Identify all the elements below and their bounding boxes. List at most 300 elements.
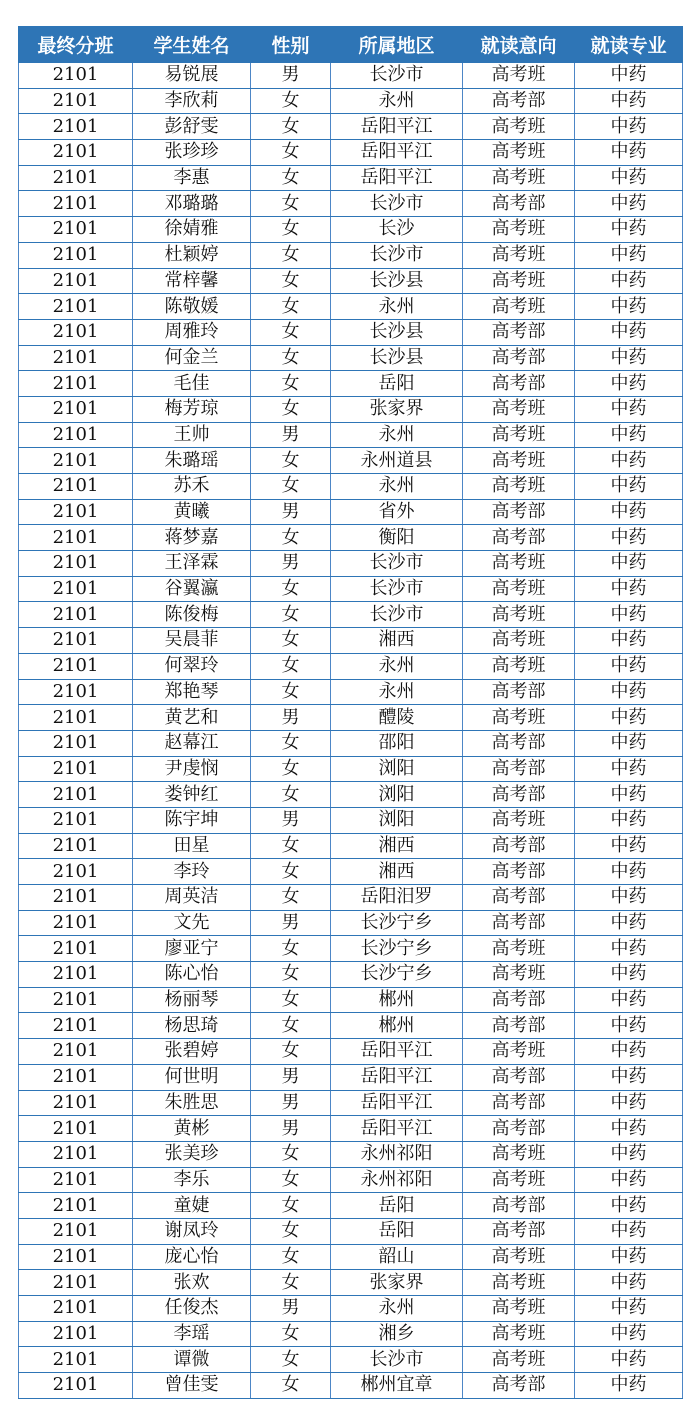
cell-final-class: 2101 [19, 653, 133, 679]
cell-intention: 高考班 [463, 1141, 575, 1167]
cell-student-name: 蒋梦嘉 [133, 525, 251, 551]
table-row [19, 1347, 683, 1373]
cell-region: 永州 [331, 653, 463, 679]
cell-final-class: 2101 [19, 422, 133, 448]
cell-gender: 男 [251, 1090, 331, 1116]
cell-final-class: 2101 [19, 165, 133, 191]
cell-major: 中药 [575, 551, 683, 577]
table-row [19, 499, 683, 525]
cell-major: 中药 [575, 833, 683, 859]
cell-intention: 高考部 [463, 191, 575, 217]
cell-region: 永州 [331, 679, 463, 705]
cell-major: 中药 [575, 217, 683, 243]
cell-major: 中药 [575, 268, 683, 294]
cell-final-class: 2101 [19, 499, 133, 525]
cell-region: 湘乡 [331, 1321, 463, 1347]
header-major: 就读专业 [575, 27, 683, 63]
table-row [19, 1373, 683, 1399]
table-row [19, 268, 683, 294]
table-row [19, 807, 683, 833]
cell-region: 永州祁阳 [331, 1167, 463, 1193]
header-intention: 就读意向 [463, 27, 575, 63]
table-row [19, 63, 683, 89]
cell-student-name: 娄钟红 [133, 782, 251, 808]
cell-major: 中药 [575, 88, 683, 114]
cell-student-name: 文先 [133, 910, 251, 936]
table-row [19, 1270, 683, 1296]
cell-region: 浏阳 [331, 807, 463, 833]
cell-final-class: 2101 [19, 1193, 133, 1219]
cell-major: 中药 [575, 165, 683, 191]
cell-region: 永州 [331, 422, 463, 448]
cell-major: 中药 [575, 987, 683, 1013]
cell-region: 永州 [331, 1296, 463, 1322]
cell-student-name: 王泽霖 [133, 551, 251, 577]
cell-final-class: 2101 [19, 294, 133, 320]
cell-gender: 女 [251, 140, 331, 166]
cell-gender: 男 [251, 1116, 331, 1142]
cell-gender: 女 [251, 114, 331, 140]
cell-gender: 女 [251, 962, 331, 988]
cell-student-name: 陈宇坤 [133, 807, 251, 833]
table-row [19, 165, 683, 191]
cell-intention: 高考部 [463, 1013, 575, 1039]
cell-region: 长沙县 [331, 268, 463, 294]
cell-gender: 女 [251, 1141, 331, 1167]
cell-region: 醴陵 [331, 705, 463, 731]
cell-gender: 女 [251, 1167, 331, 1193]
cell-region: 岳阳 [331, 1218, 463, 1244]
cell-student-name: 杜颖婷 [133, 242, 251, 268]
cell-final-class: 2101 [19, 962, 133, 988]
cell-student-name: 田星 [133, 833, 251, 859]
cell-student-name: 彭舒雯 [133, 114, 251, 140]
cell-final-class: 2101 [19, 319, 133, 345]
header-final-class: 最终分班 [19, 27, 133, 63]
cell-final-class: 2101 [19, 1039, 133, 1065]
cell-intention: 高考部 [463, 910, 575, 936]
table-row [19, 782, 683, 808]
cell-major: 中药 [575, 807, 683, 833]
cell-region: 永州 [331, 294, 463, 320]
cell-final-class: 2101 [19, 987, 133, 1013]
header-gender: 性别 [251, 27, 331, 63]
cell-student-name: 何翠玲 [133, 653, 251, 679]
header-student-name: 学生姓名 [133, 27, 251, 63]
cell-major: 中药 [575, 1013, 683, 1039]
table-row [19, 1116, 683, 1142]
cell-major: 中药 [575, 1373, 683, 1399]
cell-final-class: 2101 [19, 1090, 133, 1116]
cell-intention: 高考部 [463, 987, 575, 1013]
cell-gender: 男 [251, 551, 331, 577]
table-row [19, 396, 683, 422]
table-row [19, 1296, 683, 1322]
cell-final-class: 2101 [19, 525, 133, 551]
table-row [19, 474, 683, 500]
cell-intention: 高考班 [463, 705, 575, 731]
table-row [19, 1321, 683, 1347]
cell-region: 长沙 [331, 217, 463, 243]
cell-intention: 高考班 [463, 1270, 575, 1296]
cell-intention: 高考班 [463, 1167, 575, 1193]
cell-major: 中药 [575, 885, 683, 911]
cell-gender: 女 [251, 885, 331, 911]
table-row [19, 576, 683, 602]
cell-final-class: 2101 [19, 1013, 133, 1039]
cell-intention: 高考班 [463, 1296, 575, 1322]
table-row [19, 885, 683, 911]
cell-student-name: 任俊杰 [133, 1296, 251, 1322]
cell-major: 中药 [575, 1064, 683, 1090]
cell-major: 中药 [575, 499, 683, 525]
cell-region: 岳阳汨罗 [331, 885, 463, 911]
cell-intention: 高考部 [463, 833, 575, 859]
cell-region: 永州 [331, 474, 463, 500]
cell-gender: 女 [251, 474, 331, 500]
cell-intention: 高考部 [463, 1090, 575, 1116]
cell-region: 浏阳 [331, 782, 463, 808]
cell-student-name: 吴晨菲 [133, 628, 251, 654]
cell-gender: 女 [251, 1270, 331, 1296]
cell-final-class: 2101 [19, 705, 133, 731]
cell-student-name: 张碧婷 [133, 1039, 251, 1065]
cell-gender: 女 [251, 345, 331, 371]
cell-major: 中药 [575, 345, 683, 371]
cell-final-class: 2101 [19, 448, 133, 474]
cell-region: 岳阳平江 [331, 165, 463, 191]
table-row [19, 1013, 683, 1039]
cell-major: 中药 [575, 1321, 683, 1347]
table-row [19, 345, 683, 371]
cell-gender: 女 [251, 1218, 331, 1244]
cell-student-name: 苏禾 [133, 474, 251, 500]
cell-gender: 女 [251, 576, 331, 602]
cell-intention: 高考班 [463, 217, 575, 243]
cell-gender: 男 [251, 1296, 331, 1322]
cell-region: 岳阳 [331, 1193, 463, 1219]
table-row [19, 653, 683, 679]
header-region: 所属地区 [331, 27, 463, 63]
cell-gender: 男 [251, 422, 331, 448]
cell-gender: 男 [251, 499, 331, 525]
cell-final-class: 2101 [19, 1064, 133, 1090]
table-row [19, 936, 683, 962]
cell-region: 永州祁阳 [331, 1141, 463, 1167]
table-row [19, 1244, 683, 1270]
cell-student-name: 朱璐瑶 [133, 448, 251, 474]
cell-region: 长沙宁乡 [331, 962, 463, 988]
cell-final-class: 2101 [19, 1167, 133, 1193]
table-row [19, 448, 683, 474]
cell-region: 省外 [331, 499, 463, 525]
cell-intention: 高考班 [463, 268, 575, 294]
cell-gender: 女 [251, 396, 331, 422]
cell-gender: 女 [251, 525, 331, 551]
table-row [19, 1141, 683, 1167]
cell-intention: 高考班 [463, 1039, 575, 1065]
cell-final-class: 2101 [19, 1116, 133, 1142]
cell-region: 永州道县 [331, 448, 463, 474]
cell-student-name: 张美珍 [133, 1141, 251, 1167]
cell-gender: 女 [251, 833, 331, 859]
cell-intention: 高考班 [463, 551, 575, 577]
cell-gender: 女 [251, 756, 331, 782]
cell-gender: 女 [251, 1373, 331, 1399]
cell-intention: 高考部 [463, 345, 575, 371]
cell-student-name: 徐婧雅 [133, 217, 251, 243]
cell-region: 长沙县 [331, 345, 463, 371]
cell-gender: 女 [251, 1039, 331, 1065]
cell-major: 中药 [575, 705, 683, 731]
cell-intention: 高考班 [463, 474, 575, 500]
table-row [19, 422, 683, 448]
cell-intention: 高考班 [463, 653, 575, 679]
cell-student-name: 陈心怡 [133, 962, 251, 988]
cell-intention: 高考部 [463, 319, 575, 345]
cell-student-name: 李欣莉 [133, 88, 251, 114]
cell-final-class: 2101 [19, 191, 133, 217]
cell-region: 湘西 [331, 859, 463, 885]
cell-region: 湘西 [331, 833, 463, 859]
cell-student-name: 陈敬媛 [133, 294, 251, 320]
cell-student-name: 李玲 [133, 859, 251, 885]
table-row [19, 525, 683, 551]
cell-final-class: 2101 [19, 217, 133, 243]
cell-region: 长沙市 [331, 63, 463, 89]
cell-final-class: 2101 [19, 576, 133, 602]
cell-region: 张家界 [331, 396, 463, 422]
cell-gender: 女 [251, 653, 331, 679]
cell-region: 浏阳 [331, 756, 463, 782]
table-row [19, 730, 683, 756]
cell-intention: 高考部 [463, 782, 575, 808]
cell-final-class: 2101 [19, 885, 133, 911]
cell-region: 岳阳平江 [331, 114, 463, 140]
table-row [19, 1039, 683, 1065]
cell-gender: 女 [251, 88, 331, 114]
cell-student-name: 常梓馨 [133, 268, 251, 294]
cell-gender: 女 [251, 1193, 331, 1219]
cell-final-class: 2101 [19, 602, 133, 628]
cell-student-name: 周雅玲 [133, 319, 251, 345]
cell-major: 中药 [575, 782, 683, 808]
cell-major: 中药 [575, 1141, 683, 1167]
cell-gender: 男 [251, 705, 331, 731]
cell-student-name: 李乐 [133, 1167, 251, 1193]
cell-major: 中药 [575, 63, 683, 89]
cell-gender: 女 [251, 987, 331, 1013]
cell-intention: 高考班 [463, 1244, 575, 1270]
cell-region: 永州 [331, 88, 463, 114]
cell-major: 中药 [575, 371, 683, 397]
cell-major: 中药 [575, 859, 683, 885]
table-row [19, 910, 683, 936]
cell-major: 中药 [575, 1270, 683, 1296]
cell-final-class: 2101 [19, 833, 133, 859]
cell-region: 郴州宜章 [331, 1373, 463, 1399]
cell-major: 中药 [575, 1039, 683, 1065]
cell-major: 中药 [575, 576, 683, 602]
cell-major: 中药 [575, 319, 683, 345]
cell-intention: 高考班 [463, 396, 575, 422]
cell-student-name: 杨丽琴 [133, 987, 251, 1013]
cell-student-name: 曾佳雯 [133, 1373, 251, 1399]
cell-intention: 高考部 [463, 499, 575, 525]
cell-major: 中药 [575, 679, 683, 705]
table-row [19, 242, 683, 268]
cell-intention: 高考班 [463, 294, 575, 320]
cell-major: 中药 [575, 1090, 683, 1116]
cell-gender: 女 [251, 165, 331, 191]
cell-student-name: 朱胜思 [133, 1090, 251, 1116]
cell-region: 长沙市 [331, 551, 463, 577]
cell-gender: 女 [251, 242, 331, 268]
cell-gender: 女 [251, 859, 331, 885]
table-row [19, 1090, 683, 1116]
cell-final-class: 2101 [19, 628, 133, 654]
cell-region: 张家界 [331, 1270, 463, 1296]
cell-gender: 女 [251, 1013, 331, 1039]
table-row [19, 319, 683, 345]
cell-intention: 高考部 [463, 730, 575, 756]
cell-region: 岳阳平江 [331, 1116, 463, 1142]
cell-intention: 高考部 [463, 859, 575, 885]
cell-final-class: 2101 [19, 679, 133, 705]
cell-intention: 高考班 [463, 63, 575, 89]
table-row [19, 833, 683, 859]
roster-body [19, 63, 683, 1399]
cell-student-name: 黄彬 [133, 1116, 251, 1142]
cell-gender: 男 [251, 1064, 331, 1090]
cell-major: 中药 [575, 422, 683, 448]
cell-intention: 高考班 [463, 962, 575, 988]
cell-final-class: 2101 [19, 551, 133, 577]
cell-intention: 高考部 [463, 756, 575, 782]
cell-major: 中药 [575, 1193, 683, 1219]
cell-region: 长沙市 [331, 242, 463, 268]
cell-student-name: 谭微 [133, 1347, 251, 1373]
student-roster-table [18, 26, 683, 1399]
table-row [19, 551, 683, 577]
cell-gender: 男 [251, 807, 331, 833]
cell-student-name: 陈俊梅 [133, 602, 251, 628]
cell-final-class: 2101 [19, 88, 133, 114]
cell-gender: 女 [251, 782, 331, 808]
cell-student-name: 赵幕江 [133, 730, 251, 756]
cell-intention: 高考部 [463, 1373, 575, 1399]
cell-student-name: 廖亚宁 [133, 936, 251, 962]
cell-intention: 高考部 [463, 1064, 575, 1090]
cell-region: 衡阳 [331, 525, 463, 551]
cell-intention: 高考部 [463, 885, 575, 911]
cell-region: 岳阳 [331, 371, 463, 397]
table-row [19, 628, 683, 654]
cell-intention: 高考班 [463, 140, 575, 166]
cell-student-name: 李瑶 [133, 1321, 251, 1347]
table-row [19, 602, 683, 628]
table-row [19, 217, 683, 243]
cell-intention: 高考部 [463, 1218, 575, 1244]
cell-region: 长沙县 [331, 319, 463, 345]
table-row [19, 1193, 683, 1219]
cell-major: 中药 [575, 962, 683, 988]
table-row [19, 371, 683, 397]
cell-intention: 高考班 [463, 448, 575, 474]
cell-final-class: 2101 [19, 242, 133, 268]
cell-final-class: 2101 [19, 268, 133, 294]
cell-region: 郴州 [331, 987, 463, 1013]
cell-final-class: 2101 [19, 63, 133, 89]
table-row [19, 705, 683, 731]
cell-gender: 女 [251, 936, 331, 962]
cell-major: 中药 [575, 628, 683, 654]
cell-major: 中药 [575, 114, 683, 140]
cell-region: 长沙市 [331, 602, 463, 628]
cell-intention: 高考班 [463, 936, 575, 962]
cell-student-name: 谢凤玲 [133, 1218, 251, 1244]
cell-student-name: 李惠 [133, 165, 251, 191]
cell-intention: 高考部 [463, 679, 575, 705]
table-row [19, 1218, 683, 1244]
cell-major: 中药 [575, 396, 683, 422]
cell-region: 邵阳 [331, 730, 463, 756]
cell-major: 中药 [575, 294, 683, 320]
cell-major: 中药 [575, 1167, 683, 1193]
cell-student-name: 易锐展 [133, 63, 251, 89]
cell-final-class: 2101 [19, 1296, 133, 1322]
cell-region: 岳阳平江 [331, 1064, 463, 1090]
table-row [19, 859, 683, 885]
table-row [19, 114, 683, 140]
cell-intention: 高考班 [463, 165, 575, 191]
cell-student-name: 庞心怡 [133, 1244, 251, 1270]
cell-final-class: 2101 [19, 936, 133, 962]
cell-final-class: 2101 [19, 756, 133, 782]
cell-student-name: 王帅 [133, 422, 251, 448]
cell-gender: 女 [251, 679, 331, 705]
cell-student-name: 邓璐璐 [133, 191, 251, 217]
cell-gender: 女 [251, 1321, 331, 1347]
cell-final-class: 2101 [19, 114, 133, 140]
student-roster-sheet [18, 26, 682, 1399]
cell-region: 长沙市 [331, 1347, 463, 1373]
cell-final-class: 2101 [19, 1373, 133, 1399]
cell-gender: 女 [251, 268, 331, 294]
cell-student-name: 童婕 [133, 1193, 251, 1219]
table-row [19, 1167, 683, 1193]
cell-major: 中药 [575, 936, 683, 962]
table-row [19, 294, 683, 320]
cell-student-name: 黄艺和 [133, 705, 251, 731]
cell-major: 中药 [575, 448, 683, 474]
cell-intention: 高考班 [463, 114, 575, 140]
cell-region: 岳阳平江 [331, 1039, 463, 1065]
cell-region: 长沙宁乡 [331, 936, 463, 962]
cell-final-class: 2101 [19, 140, 133, 166]
cell-major: 中药 [575, 1347, 683, 1373]
cell-final-class: 2101 [19, 1347, 133, 1373]
cell-gender: 女 [251, 1244, 331, 1270]
cell-gender: 女 [251, 602, 331, 628]
cell-major: 中药 [575, 474, 683, 500]
cell-final-class: 2101 [19, 1244, 133, 1270]
cell-final-class: 2101 [19, 807, 133, 833]
header-row [19, 27, 683, 63]
cell-major: 中药 [575, 1244, 683, 1270]
cell-final-class: 2101 [19, 1270, 133, 1296]
cell-intention: 高考班 [463, 807, 575, 833]
